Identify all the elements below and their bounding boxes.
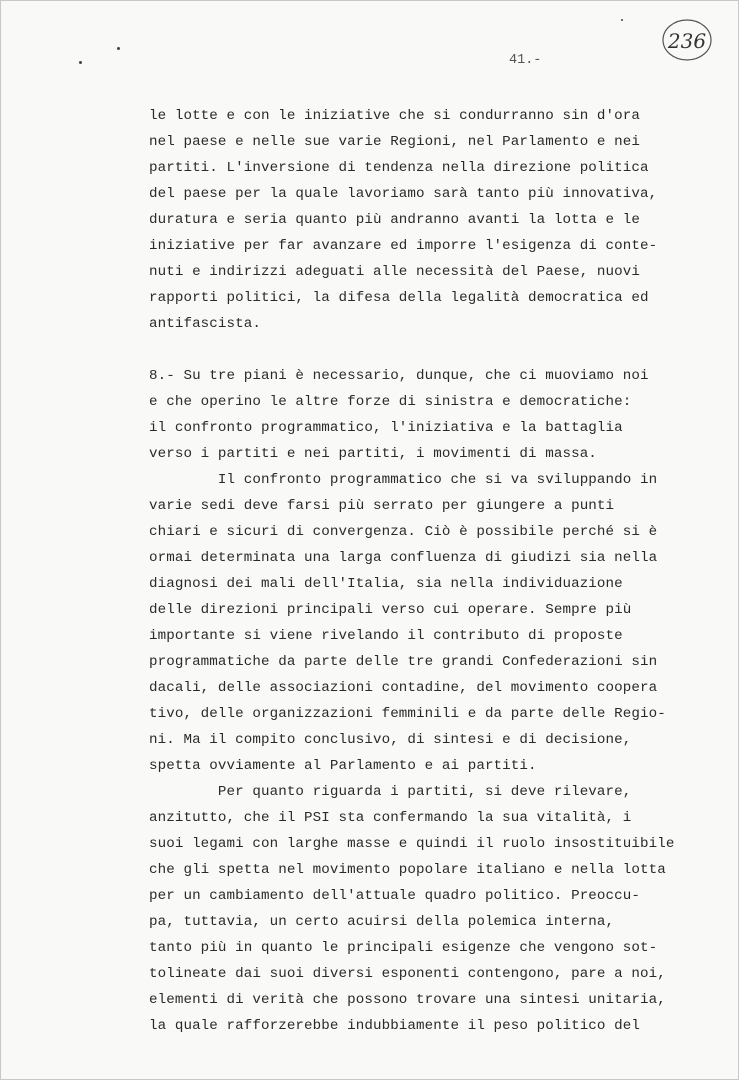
text-line: importante si viene rivelando il contributo di proposte [149,628,623,644]
text-line: il confronto programmatico, l'iniziativa e la battaglia [149,420,623,436]
text-line: nel paese e nelle sue varie Regioni, nel Parlamento e nei [149,134,640,150]
text-line: dacali, delle associazioni contadine, del movimento coopera [149,680,658,696]
text-line: diagnosi dei mali dell'Italia, sia nella individuazione [149,576,623,592]
text-line: pa, tuttavia, un certo acuirsi della polemica interna, [149,914,615,930]
text-line: tanto più in quanto le principali esigenze che vengono sot- [149,940,658,956]
text-line: ormai determinata una larga confluenza di giudizi sia nella [149,550,658,566]
text-line: suoi legami con larghe masse e quindi il ruolo insostituibile [149,836,675,852]
speck-mark [621,19,623,21]
text-line: nuti e indirizzi adeguati alle necessità del Paese, nuovi [149,264,640,280]
text-line: 8.- Su tre piani è necessario, dunque, che ci muoviamo noi [149,368,649,384]
text-line: ni. Ma il compito conclusivo, di sintesi e di decisione, [149,732,632,748]
text-line: Il confronto programmatico che si va sviluppando in [149,472,658,488]
typed-body-text [149,103,709,1039]
text-line: tolineate dai suoi diversi esponenti contengono, pare a noi, [149,966,666,982]
speck-mark [117,47,120,50]
text-line: Per quanto riguarda i partiti, si deve rilevare, [149,784,632,800]
text-line: verso i partiti e nei partiti, i movimenti di massa. [149,446,597,462]
text-line: del paese per la quale lavoriamo sarà tanto più innovativa, [149,186,658,202]
text-line: tivo, delle organizzazioni femminili e da parte delle Regio- [149,706,666,722]
text-line: elementi di verità che possono trovare una sintesi unitaria, [149,992,666,1008]
text-line: varie sedi deve farsi più serrato per giungere a punti [149,498,615,514]
text-line: che gli spetta nel movimento popolare italiano e nella lotta [149,862,666,878]
text-line: duratura e seria quanto più andranno avanti la lotta e le [149,212,640,228]
text-line: delle direzioni principali verso cui operare. Sempre più [149,602,632,618]
text-line: le lotte e con le iniziative che si condurranno sin d'ora [149,108,640,124]
text-line: la quale rafforzerebbe indubbiamente il peso politico del [149,1018,640,1034]
text-line: partiti. L'inversione di tendenza nella direzione politica [149,160,649,176]
text-line: antifascista. [149,316,261,332]
text-line: e che operino le altre forze di sinistra e democratiche: [149,394,632,410]
text-line: chiari e sicuri di convergenza. Ciò è possibile perché si è [149,524,658,540]
text-line: rapporti politici, la difesa della legalità democratica ed [149,290,649,306]
text-line: spetta ovviamente al Parlamento e ai partiti. [149,758,537,774]
text-line: programmatiche da parte delle tre grandi Confederazioni sin [149,654,658,670]
text-line: iniziative per far avanzare ed imporre l'esigenza di conte- [149,238,658,254]
text-line: anzitutto, che il PSI sta confermando la sua vitalità, i [149,810,632,826]
circled-number-icon [661,15,713,63]
page-number: 41.- [509,53,542,68]
speck-mark [79,61,82,64]
annotation-number: 236 [667,29,707,53]
handwritten-page-annotation [661,15,713,63]
text-line: per un cambiamento dell'attuale quadro politico. Preoccu- [149,888,640,904]
paragraph-gap [149,337,709,363]
